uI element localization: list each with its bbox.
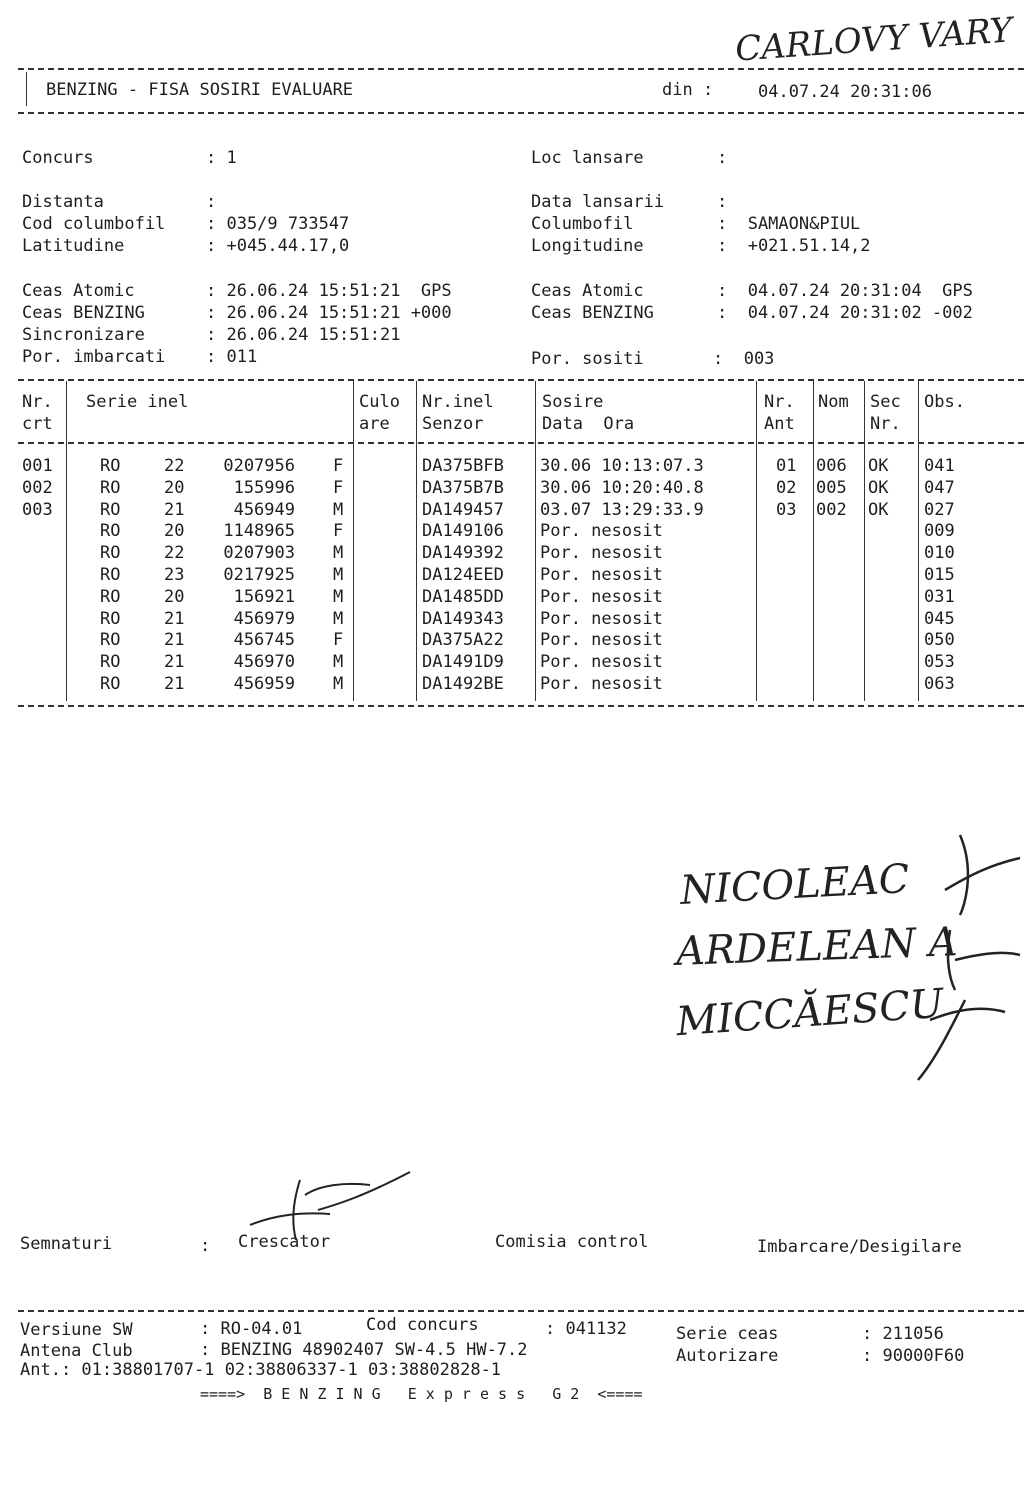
table-cell-tara: RO: [100, 543, 121, 564]
table-cell-obs: 027: [924, 499, 955, 520]
table-cell-nr: 456979: [233, 608, 295, 629]
th-obs: Obs.: [924, 392, 965, 412]
table-cell-nom: 005: [816, 477, 847, 498]
sincronizare-value: : 26.06.24 15:51:21: [206, 325, 401, 345]
table-cell-an: 21: [164, 652, 185, 673]
table-cell-an: 21: [164, 630, 185, 651]
table-cell-obs: 009: [924, 521, 955, 542]
th-crt: crt: [22, 414, 53, 434]
handwritten-name-3: MICCĂESCU: [674, 980, 946, 1046]
table-cell-an: 21: [164, 608, 185, 629]
table-cell-nom: 002: [816, 499, 847, 520]
ceas-benzing-label: Ceas BENZING: [22, 303, 145, 323]
th-nr-inel: Nr.inel: [422, 392, 494, 412]
autorizare-label: Autorizare: [676, 1346, 779, 1366]
th-nr-ant: Nr.: [764, 392, 795, 412]
table-cell-ant: 01: [776, 456, 797, 476]
table-cell-an: 20: [164, 521, 185, 542]
imbarcare-label: Imbarcare/Desigilare: [757, 1237, 962, 1257]
versiune-label: Versiune SW: [20, 1320, 133, 1340]
table-cell-nr: 0207956: [223, 456, 295, 476]
table-cell-sosire: Por. nesosit: [540, 521, 663, 542]
table-cell-nr: 155996: [233, 477, 295, 498]
table-cell-sex: M: [333, 608, 344, 629]
columbofil-label: Columbofil: [531, 214, 634, 234]
table-cell-senzor: DA149343: [422, 608, 504, 629]
handwritten-location: CARLOVY VARY: [733, 10, 1014, 70]
ceas-benzing-2-value: : 04.07.24 20:31:02 -002: [717, 303, 973, 323]
longitudine-label: Longitudine: [531, 236, 644, 256]
table-cell-sosire: Por. nesosit: [540, 586, 663, 607]
distanta-label: Distanta: [22, 192, 104, 212]
table-cell-nr: 456949: [233, 499, 295, 520]
ceas-atomic-value: : 26.06.24 15:51:21 GPS: [206, 281, 452, 301]
th-sosire: Sosire: [542, 392, 604, 412]
table-cell-sex: F: [333, 630, 344, 651]
report-date-value: 04.07.24 20:31:06: [758, 82, 932, 102]
antena-value: : BENZING 48902407 SW-4.5 HW-7.2: [200, 1340, 528, 1360]
report-title: BENZING - FISA SOSIRI EVALUARE: [46, 80, 354, 100]
th-senzor: Senzor: [422, 414, 484, 434]
ceas-benzing-value: : 26.06.24 15:51:21 +000: [206, 303, 452, 323]
th-nom: Nom: [818, 392, 849, 412]
table-cell-senzor: DA1491D9: [422, 652, 504, 673]
table-cell-an: 21: [164, 499, 185, 520]
report-date-label: din :: [662, 80, 714, 100]
th-serie-inel: Serie inel: [86, 392, 189, 412]
table-cell-nom: 006: [816, 456, 847, 476]
columbofil-value: : SAMAON&PIUL: [717, 214, 861, 234]
data-lansarii-label: Data lansarii: [531, 192, 665, 212]
data-lansarii-value: :: [717, 192, 728, 212]
table-cell-tara: RO: [100, 499, 121, 520]
autorizare-value: : 90000F60: [862, 1346, 965, 1366]
signature-stroke: [948, 930, 1020, 990]
table-cell-sosire: 30.06 10:20:40.8: [540, 477, 704, 498]
table-cell-obs: 045: [924, 608, 955, 629]
table-cell-tara: RO: [100, 521, 121, 542]
table-cell-sex: M: [333, 565, 344, 585]
cod-columbofil-label: Cod columbofil: [22, 214, 166, 234]
ceas-benzing-2-label: Ceas BENZING: [531, 303, 654, 323]
concurs-value: : 1: [206, 148, 237, 168]
table-cell-sec: OK: [868, 499, 889, 520]
table-cell-sec: OK: [868, 477, 889, 498]
table-cell-crt: 003: [22, 499, 53, 520]
table-cell-sec: OK: [868, 456, 889, 476]
serie-ceas-value: : 211056: [862, 1324, 944, 1344]
table-cell-senzor: DA149106: [422, 521, 504, 542]
table-cell-tara: RO: [100, 477, 121, 498]
table-cell-nr: 0217925: [223, 565, 295, 585]
signature-stroke: [250, 1172, 410, 1240]
cod-columbofil-value: : 035/9 733547: [206, 214, 350, 234]
handwritten-name-2: ARDELEAN A: [675, 919, 959, 975]
table-cell-sosire: Por. nesosit: [540, 674, 663, 694]
latitudine-value: : +045.44.17,0: [206, 236, 350, 256]
table-cell-sosire: Por. nesosit: [540, 565, 663, 585]
th-are: are: [359, 414, 390, 434]
th-sec-nr: Nr.: [870, 414, 901, 434]
benzing-express-line: ====> B E N Z I N G E x p r e s s G 2 <====: [200, 1385, 643, 1403]
table-cell-sosire: 30.06 10:13:07.3: [540, 456, 704, 476]
table-cell-sosire: 03.07 13:29:33.9: [540, 499, 704, 520]
table-cell-an: 21: [164, 674, 185, 694]
table-cell-nr: 156921: [233, 586, 295, 607]
th-ant: Ant: [764, 414, 795, 434]
table-cell-nr: 456745: [233, 630, 295, 651]
comisia-label: Comisia control: [495, 1232, 649, 1252]
table-cell-obs: 047: [924, 477, 955, 498]
footer-rule: [18, 1310, 1024, 1312]
table-cell-senzor: DA149457: [422, 499, 504, 520]
table-cell-nr: 456970: [233, 652, 295, 673]
table-cell-nr: 0207903: [223, 543, 295, 564]
table-cell-tara: RO: [100, 674, 121, 694]
th-nr: Nr.: [22, 392, 53, 412]
semnaturi-colon: :: [200, 1236, 211, 1256]
sositi-value: : 003: [713, 349, 775, 369]
table-cell-senzor: DA375B7B: [422, 477, 504, 498]
table-cell-tara: RO: [100, 456, 121, 476]
table-cell-obs: 063: [924, 674, 955, 694]
table-cell-senzor: DA1492BE: [422, 674, 504, 694]
table-cell-sosire: Por. nesosit: [540, 608, 663, 629]
ceas-atomic-2-value: : 04.07.24 20:31:04 GPS: [717, 281, 973, 301]
table-cell-an: 20: [164, 477, 185, 498]
signature-stroke: [945, 835, 1020, 915]
table-cell-tara: RO: [100, 608, 121, 629]
signature-stroke: [918, 1000, 1005, 1080]
table-cell-tara: RO: [100, 630, 121, 651]
table-cell-an: 23: [164, 565, 185, 585]
table-cell-crt: 001: [22, 456, 53, 476]
semnaturi-label: Semnaturi: [20, 1234, 113, 1254]
table-cell-senzor: DA149392: [422, 543, 504, 564]
ceas-atomic-label: Ceas Atomic: [22, 281, 135, 301]
table-cell-sex: M: [333, 674, 344, 694]
table-cell-senzor: DA375A22: [422, 630, 504, 651]
table-cell-senzor: DA124EED: [422, 565, 504, 585]
table-cell-tara: RO: [100, 565, 121, 585]
table-cell-ant: 02: [776, 477, 797, 498]
th-data-ora: Data Ora: [542, 414, 635, 434]
th-sec: Sec: [870, 392, 901, 412]
sositi-label: Por. sositi: [531, 349, 644, 369]
sincronizare-label: Sincronizare: [22, 325, 145, 345]
antena-label: Antena Club: [20, 1341, 133, 1361]
cod-concurs-value: : 041132: [545, 1319, 627, 1339]
table-cell-sosire: Por. nesosit: [540, 630, 663, 651]
serie-ceas-label: Serie ceas: [676, 1324, 779, 1344]
table-cell-sex: F: [333, 477, 344, 498]
table-cell-obs: 053: [924, 652, 955, 673]
table-cell-obs: 041: [924, 456, 955, 476]
table-cell-ant: 03: [776, 499, 797, 520]
table-cell-sex: M: [333, 543, 344, 564]
table-cell-sex: M: [333, 499, 344, 520]
distanta-value: :: [206, 192, 217, 212]
latitudine-label: Latitudine: [22, 236, 125, 256]
table-cell-obs: 015: [924, 565, 955, 585]
table-cell-an: 20: [164, 586, 185, 607]
table-cell-sex: F: [333, 456, 344, 476]
table-cell-sex: M: [333, 586, 344, 607]
table-cell-tara: RO: [100, 652, 121, 673]
versiune-value: : RO-04.01: [200, 1319, 303, 1339]
table-cell-an: 22: [164, 456, 185, 476]
th-culo: Culo: [359, 392, 400, 412]
antenna-line: Ant.: 01:38801707-1 02:38806337-1 03:38802828-1: [20, 1360, 502, 1380]
table-cell-senzor: DA1485DD: [422, 586, 504, 607]
handwritten-name-1: NICOLEAC: [678, 856, 911, 914]
table-cell-senzor: DA375BFB: [422, 456, 504, 476]
table-cell-sex: M: [333, 652, 344, 673]
imbarcati-label: Por. imbarcati: [22, 347, 166, 367]
crescator-label: Crescator: [238, 1232, 331, 1252]
table-cell-obs: 050: [924, 630, 955, 651]
loc-lansare-value: :: [717, 148, 728, 168]
ceas-atomic-2-label: Ceas Atomic: [531, 281, 644, 301]
table-cell-sosire: Por. nesosit: [540, 652, 663, 673]
table-cell-crt: 002: [22, 477, 53, 498]
table-cell-sosire: Por. nesosit: [540, 543, 663, 564]
table-cell-tara: RO: [100, 586, 121, 607]
concurs-label: Concurs: [22, 148, 94, 168]
cod-concurs-label: Cod concurs: [366, 1315, 479, 1335]
table-cell-nr: 1148965: [223, 521, 295, 542]
loc-lansare-label: Loc lansare: [531, 148, 644, 168]
table-cell-sex: F: [333, 521, 344, 542]
table-cell-nr: 456959: [233, 674, 295, 694]
table-cell-obs: 031: [924, 586, 955, 607]
table-cell-an: 22: [164, 543, 185, 564]
imbarcati-value: : 011: [206, 347, 258, 367]
table-cell-obs: 010: [924, 543, 955, 564]
longitudine-value: : +021.51.14,2: [717, 236, 871, 256]
